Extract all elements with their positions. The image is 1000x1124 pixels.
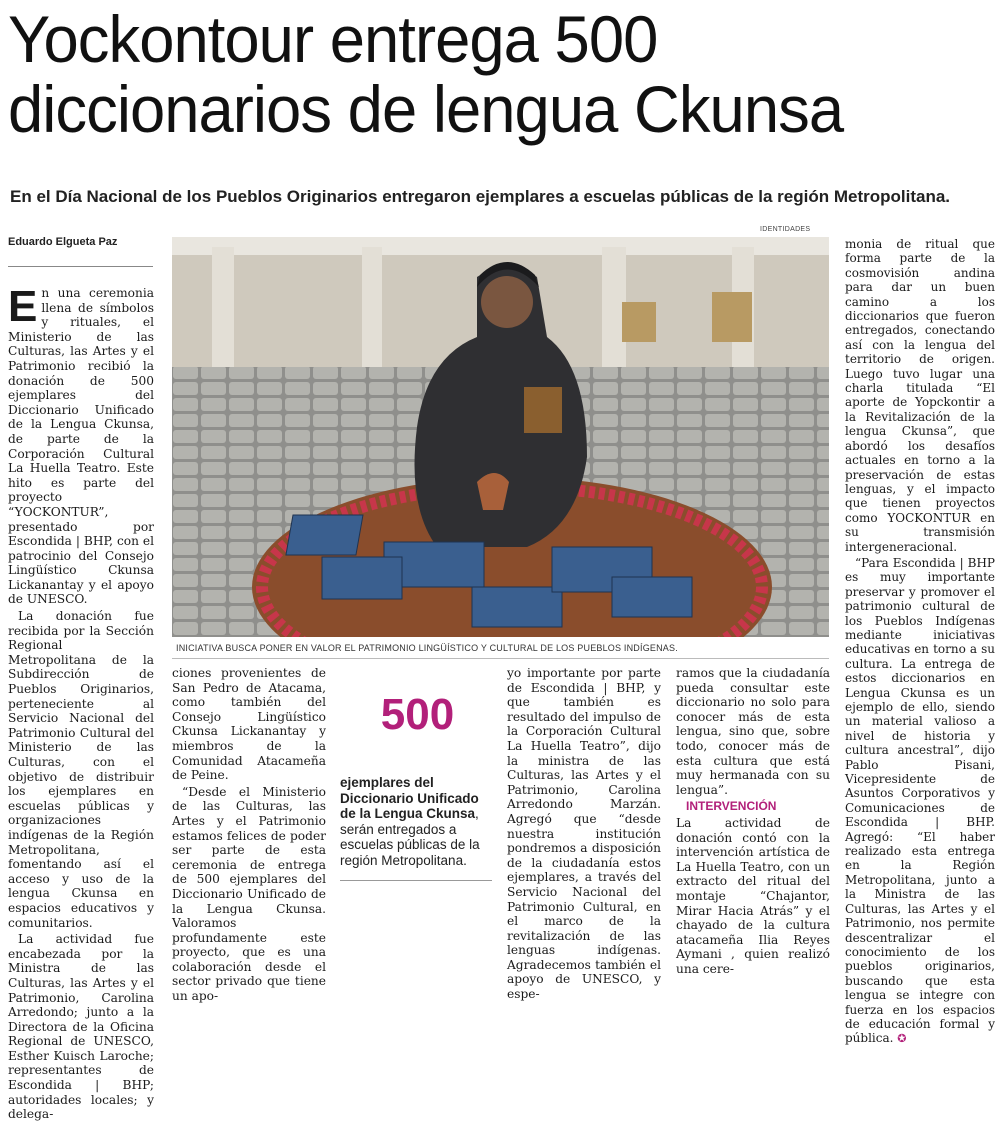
paragraph: En una ceremonia llena de símbolos y rituales, el Ministerio de las Culturas, las Artes y el Patrimonio recibió la donación de 500 ejemplares del Diccionario Unificado de la Lengua Ckunsa, de parte de la Corporación Cultural La Huella Teatro. Este hito es parte del proyecto “YOCKONTUR”, presentado por Escondida | BHP, con el patrocinio del Consejo Lingüístico Ckunsa Lickanantay y el apoyo de UNESCO. (8, 282, 154, 607)
paragraph: “Desde el Ministerio de las Culturas, las Artes y el Patrimonio estamos felices de poder ser parte de esta ceremonia de entrega de 500 ejemplares del Diccionario Unificado de la Lengua Ckunsa. Valoramos profundamente este proyecto, que es una colaboración desde el sector privado que tiene un apo- (172, 784, 326, 1004)
column-4 (676, 666, 830, 978)
paragraph: yo importante por parte de Escondida | BHP, y que también es resultado del impulso de la Corporación Cultural La Huella Teatro”, dijo la ministra de las Culturas, las Artes y el Patrimonio, Carolina Arredondo Marzán. Agregó que “desde nuestra institución pondremos a disposición de la ciudadanía estos ejemplares, a través del Servicio Nacional del Patrimonio Cultural, en el marco de la revitalización de las lenguas indígenas. Agradecemos también el apoyo de UNESCO, y espe- (507, 666, 661, 1002)
paragraph: monia de ritual que forma parte de la cosmovisión andina para dar un buen camino a los diccionarios que fueron entregados, conectando así con la lengua del territorio de origen. Luego tuvo lugar una charla titulada “El aporte de Yopckontir a la Revitalización de la lengua Ckunsa”, que abordó los desafíos actuales en torno a la preservación de estas lenguas, y el impacto que tienen proyectos como YOCKONTUR en su transmisión intergeneracional. (845, 237, 995, 554)
drop-cap: E (8, 282, 38, 331)
star-end-icon: ✪ (897, 1032, 907, 1046)
article-photo (172, 237, 829, 637)
stat-number: 500 (380, 690, 455, 739)
column-3 (507, 666, 661, 1004)
column-5 (845, 237, 995, 1049)
paragraph: La actividad de donación contó con la intervención artística de La Huella Teatro, con un extracto del ritual del montaje “Chajantor, Mirar Hacia Atrás” y el chayado de la cultura atacameña Ilia Reyes Aymani , quien realizó una cere- (676, 815, 830, 976)
stat-divider (340, 880, 492, 881)
byline: Eduardo Elgueta Paz (8, 236, 118, 248)
paragraph: La donación fue recibida por la Sección Regional Metropolitana de la Subdirección de Pueblos Originarios, perteneciente al Servicio Nacional del Patrimonio Cultural del Ministerio de las Culturas, con el objetivo de distribuir los ejemplares en escuelas públicas y organizaciones indígenas de la Región Metropolitana, fomentando así el acceso y uso de la lengua Ckunsa en espacios educativos y comunitarios. (8, 609, 154, 930)
byline-divider (8, 266, 153, 267)
headline: Yockontour entrega 500 diccionarios de lengua Ckunsa (8, 2, 844, 146)
paragraph: La actividad fue encabezada por la Ministra de las Culturas, las Artes y el Patrimonio, Carolina Arredondo; junto a la Directora de la Oficina Regional de UNESCO, Esther Kuisch Laroche; representantes de Escondida | BHP; autoridades locales; y delega- (8, 932, 154, 1122)
paragraph: ciones provenientes de San Pedro de Atacama, como también del Consejo Lingüístico Ckunsa Lickanantay y miembros de la Comunidad Atacameña de Peine. (172, 666, 326, 783)
section-heading: INTERVENCIÓN (686, 799, 777, 814)
paragraph: ramos que la ciudadanía pueda consultar este diccionario no solo para conocer más de esta lengua, sino que, sobre todo, conocer más de esta cultura que está muy hermanada con su lengua”. (676, 666, 830, 797)
subheadline: En el Día Nacional de los Pueblos Originarios entregaron ejemplares a escuelas públicas de la región Metropolitana. (10, 187, 951, 206)
column-1 (8, 282, 154, 1124)
caption-divider (172, 658, 829, 659)
ceremony-photo-illustration (172, 237, 829, 637)
stat-description: ejemplares del Diccionario Unificado de la Lengua Ckunsa, serán entregados a escuelas públicas de la región Metropolitana. (340, 775, 480, 868)
photo-credit: IDENTIDADES (760, 226, 811, 233)
paragraph: “Para Escondida | BHP es muy importante preservar y promover el patrimonio cultural de los Pueblos Indígenas mediante iniciativas educativas en torno a su cultura. La entrega de estos diccionarios en Lengua Ckunsa es un ejemplo de ello, siendo un material valioso a nivel de historia y cultura ancestral”, dijo Pablo Pisani, Vicepresidente de Asuntos Corporativos y Comunicaciones de Escondida | BHP. Agregó: “El haber realizado esta entrega en la Región Metropolitana, junto a la Ministra de las Culturas, las Artes y el Patrimonio, nos permite descentralizar el conocimiento de los pueblos originarios, buscando que esta lengua se integre con fuerza en los espacios de educación formal y pública. ✪ (845, 555, 995, 1046)
photo-caption: INICIATIVA BUSCA PONER EN VALOR EL PATRIMONIO LINGÜÍSTICO Y CULTURAL DE LOS PUEBLOS INDÍGENAS. (176, 643, 678, 653)
column-2 (172, 666, 326, 1006)
